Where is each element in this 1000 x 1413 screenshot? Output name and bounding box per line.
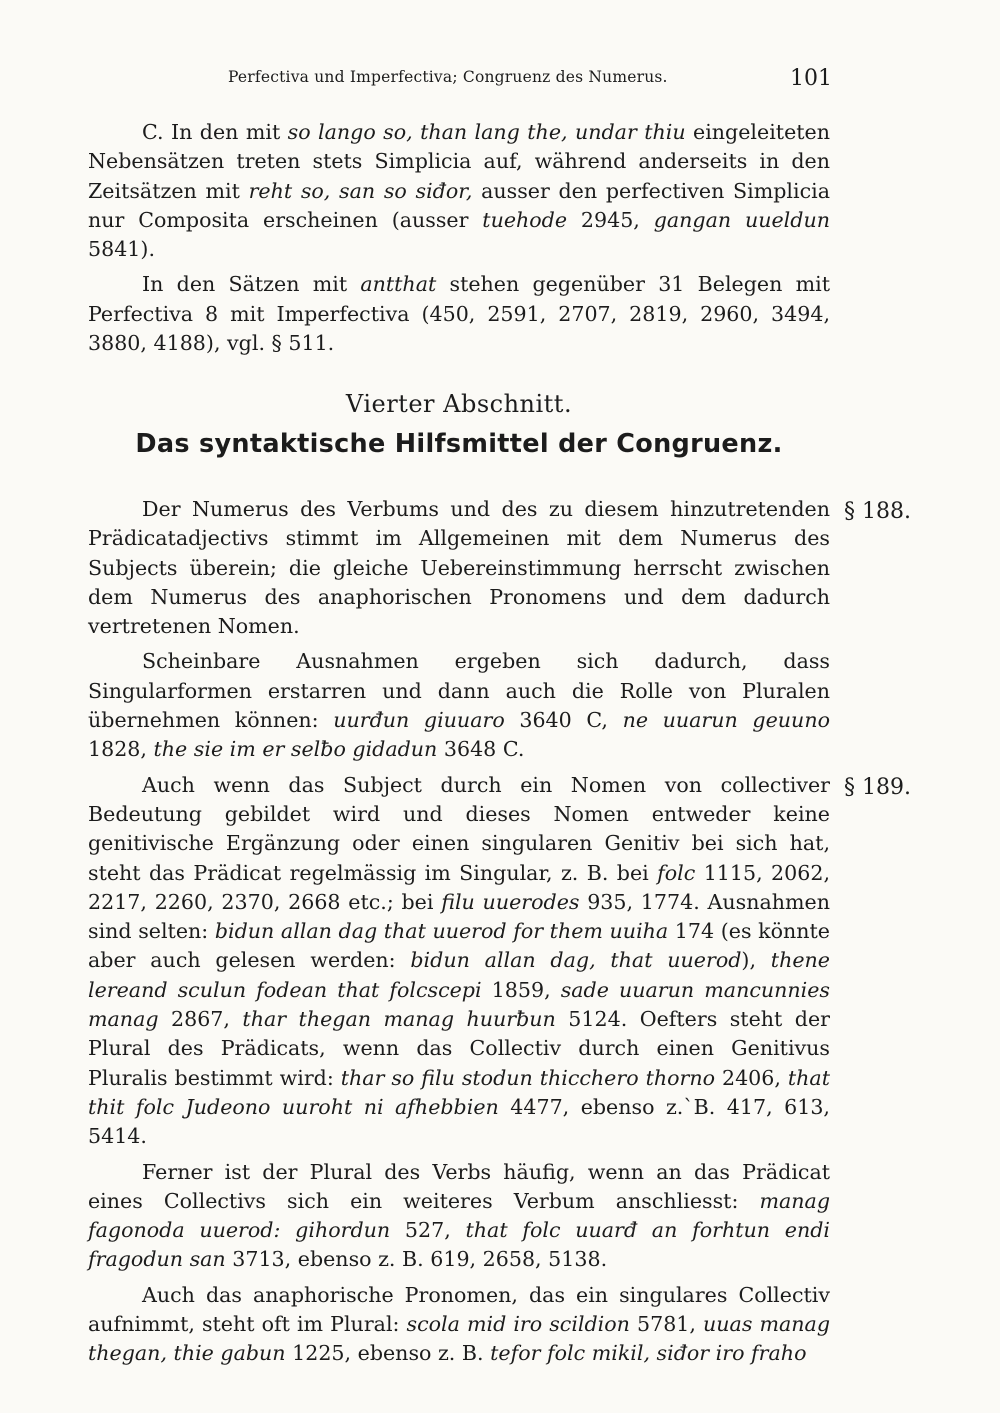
- section-heading: [88, 390, 830, 459]
- text-run: 527,: [390, 1218, 466, 1243]
- italic-quote: scola mid iro scildion: [406, 1311, 630, 1336]
- italic-quote: antthat: [360, 272, 437, 297]
- italic-quote: bidun allan dag, that uuerod: [410, 948, 742, 973]
- paragraph-189-plural-verbs: [88, 1158, 830, 1275]
- text-run: 2945,: [567, 207, 654, 232]
- italic-quote: thar thegan manag huurƀun: [242, 1007, 556, 1032]
- text-run: Ferner ist der Plural des Verbs häufig, wenn an das Prädicat eines Collectivs sich ein weiteres Verbum anschliesst:: [88, 1159, 830, 1213]
- italic-quote: sade uuarun mancunnies manag: [88, 977, 830, 1032]
- running-title: Perfectiva und Imperfectiva; Congruenz des Numerus.: [228, 68, 668, 86]
- italic-quote: so lango so, than lang the, undar thiu: [287, 120, 686, 144]
- italic-quote: gangan uueldun: [653, 207, 830, 232]
- italic-quote: reht so, san so siđor,: [248, 178, 473, 203]
- section-kicker: Vierter Abschnitt.: [345, 390, 573, 419]
- italic-quote: ne uuarun geuuno: [622, 708, 830, 733]
- section-189: [88, 771, 911, 1152]
- italic-quote: uuas manag thegan, thie gabun: [88, 1311, 830, 1366]
- paragraph-intro-c: [88, 118, 830, 264]
- text-run: 5781,: [629, 1311, 704, 1336]
- text-run: 5124. Oefters steht der Plural des Prädicats, wenn das Collectiv durch einen Genitivus Pluralis bestimmt wird:: [88, 1007, 830, 1090]
- italic-quote: that thit folc Judeono uuroht ni afhebbien: [88, 1065, 830, 1119]
- text-run: stehen gegenüber 31 Belegen mit Perfectiva 8 mit Imperfectiva (450, 2591, 2707, 2819, 2960, 3494, 3880, 4188), vgl. § 511.: [88, 272, 831, 356]
- section-marker-188: § 188.: [844, 498, 911, 524]
- text-run: Auch wenn das Subject durch ein Nomen von collectiver Bedeutung gebildet wird und dieses Nomen entweder keine genitivische Ergänzung oder einen singularen Genitiv bei sich hat, steht das Prädicat regelmässig im Singular, z. B. bei: [88, 772, 830, 885]
- italic-quote: that folc uuarđ an forhtun endi fragodun san: [88, 1218, 830, 1272]
- section-188: [88, 495, 911, 641]
- text-run: 1225, ebenso z. B.: [285, 1341, 491, 1366]
- text-run: 3713, ebenso z. B. 619, 2658, 5138.: [225, 1247, 608, 1272]
- text-run: 2867,: [158, 1007, 243, 1032]
- paragraph-antthat: [88, 270, 830, 358]
- section-marker-189: § 189.: [844, 774, 911, 800]
- section-title: Das syntaktische Hilfsmittel der Congruenz.: [135, 428, 783, 459]
- body-text: [88, 118, 911, 1375]
- italic-quote: tuehode: [482, 207, 568, 232]
- italic-quote: filu uuerodes: [441, 889, 580, 914]
- italic-quote: thene lereand sculun fodean that folcscepi: [88, 948, 830, 1002]
- page-number: 101: [790, 66, 832, 91]
- text-run: 1859,: [481, 977, 561, 1002]
- paragraph-188-numerus: [88, 495, 830, 641]
- italic-quote: manag fagonoda uuerod: gihordun: [88, 1188, 830, 1243]
- text-run: 1115, 2062, 2217, 2260, 2370, 2668 etc.; bei: [88, 860, 830, 914]
- text-run: Scheinbare Ausnahmen ergeben sich dadurch, dass Singularformen erstarren und dann auch die Rolle von Pluralen übernehmen können:: [88, 649, 830, 733]
- italic-quote: thar so filu stodun thicchero thorno: [340, 1065, 716, 1090]
- text-run: 2406,: [715, 1065, 788, 1090]
- text-run: C. In den mit: [142, 120, 288, 144]
- italic-quote: tefor folc mikil, siđor iro fraho: [490, 1341, 807, 1366]
- text-run: 4477, ebenso z.`B. 417, 613, 5414.: [88, 1094, 830, 1149]
- text-run: 174 (es könnte aber auch gelesen werden:: [88, 919, 830, 973]
- italic-quote: folc: [657, 860, 696, 885]
- text-run: Auch das anaphorische Pronomen, das ein singulares Collectiv aufnimmt, steht oft im Plural:: [88, 1282, 830, 1336]
- paragraph-188-ausnahmen: [88, 647, 830, 764]
- paragraph-189-pronomen: [88, 1281, 830, 1369]
- text-run: 1828,: [88, 737, 154, 762]
- text-run: 3648 C.: [437, 737, 525, 762]
- paragraph-189-collectiv: [88, 771, 830, 1152]
- text-run: In den Sätzen mit: [142, 272, 361, 297]
- text-run: 5841).: [88, 237, 155, 262]
- text-run: Der Numerus des Verbums und des zu diesem hinzutretenden Prädicatadjectivs stimmt im Allgemeinen mit dem Numerus des Subjects überein; die gleiche Uebereinstimmung herrscht zwischen dem Numerus des anaphorischen Pronomens und dem dadurch vertretenen Nomen.: [88, 496, 830, 639]
- italic-quote: uurđun giuuaro: [333, 708, 505, 733]
- text-run: ausser den perfectiven Simplicia nur Composita erscheinen (ausser: [88, 178, 830, 232]
- italic-quote: bidun allan dag that uuerod for them uuiha: [214, 919, 669, 944]
- text-run: ),: [741, 948, 771, 973]
- italic-quote: the sie im er selƀo gidadun: [153, 737, 438, 762]
- text-run: eingeleiteten Nebensätzen treten stets Simplicia auf, während anderseits in den Zeitsätzen mit: [88, 120, 830, 203]
- text-run: 3640 C,: [504, 708, 623, 733]
- text-run: 935, 1774. Ausnahmen sind selten:: [88, 889, 830, 944]
